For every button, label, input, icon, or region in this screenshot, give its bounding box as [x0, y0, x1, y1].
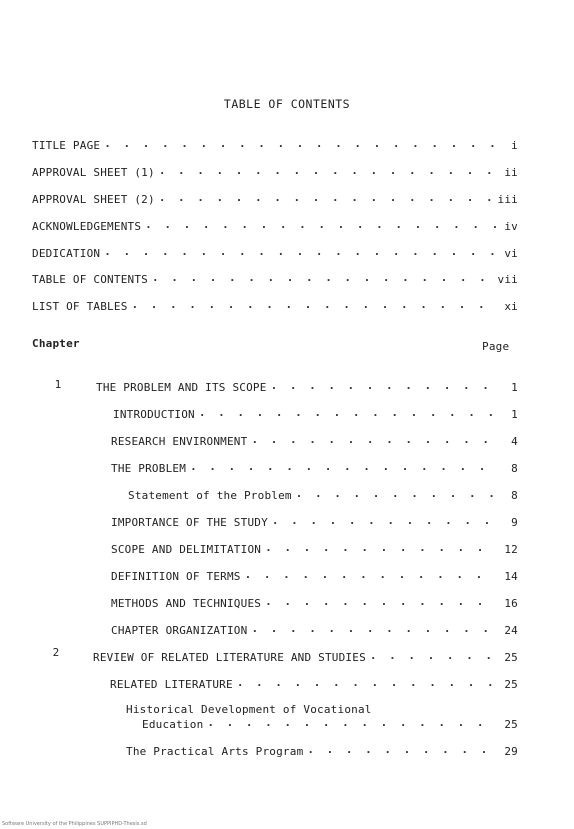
- toc-entry-label: APPROVAL SHEET (2): [32, 193, 155, 206]
- toc-subsection-historical-development[interactable]: [142, 715, 518, 731]
- dot-leader: [307, 742, 496, 758]
- toc-entry-label: THE PROBLEM: [111, 462, 187, 475]
- toc-entry-label: LIST OF TABLES: [32, 300, 128, 313]
- toc-entry-acknowledgements[interactable]: [32, 217, 518, 233]
- toc-entry-page: ii: [504, 166, 518, 179]
- toc-entry-label: SCOPE AND DELIMITATION: [111, 543, 262, 556]
- toc-entry-label: THE PROBLEM AND ITS SCOPE: [96, 381, 267, 394]
- dot-leader: [245, 567, 496, 583]
- toc-section-research-environment[interactable]: [111, 432, 518, 448]
- toc-entry-label: APPROVAL SHEET (1): [32, 166, 155, 179]
- toc-entry-page: vi: [504, 247, 518, 260]
- dot-leader: [251, 432, 496, 448]
- toc-entry-page: 8: [511, 489, 518, 502]
- toc-entry-page: 12: [504, 543, 518, 556]
- chapter-number: 1: [54, 378, 62, 391]
- dot-leader: [370, 648, 496, 664]
- dot-leader: [104, 244, 496, 260]
- toc-entry-label: REVIEW OF RELATED LITERATURE AND STUDIES: [93, 651, 366, 664]
- toc-entry-page: 25: [504, 678, 518, 691]
- toc-entry-page: iv: [504, 220, 518, 233]
- dot-leader: [199, 405, 496, 421]
- dot-leader: [152, 270, 494, 286]
- toc-entry-page: vii: [497, 273, 518, 286]
- toc-entry-label: METHODS AND TECHNIQUES: [111, 597, 262, 610]
- dot-leader: [271, 378, 496, 394]
- dot-leader: [159, 163, 496, 179]
- toc-section-related-literature[interactable]: [110, 675, 518, 691]
- toc-entry-label: INTRODUCTION: [113, 408, 195, 421]
- toc-entry-page: 8: [511, 462, 518, 475]
- chapter-column-header: Chapter: [32, 337, 80, 350]
- dot-leader: [159, 190, 494, 206]
- dot-leader: [190, 459, 496, 475]
- toc-subsection-historical-line1: Historical Development of Vocational: [126, 703, 372, 716]
- toc-chapter-1[interactable]: [96, 378, 518, 394]
- toc-entry-page: 14: [504, 570, 518, 583]
- toc-section-definition-of-terms[interactable]: [111, 567, 518, 583]
- toc-section-scope-and-delimitation[interactable]: [111, 540, 518, 556]
- dot-leader: [272, 513, 496, 529]
- toc-entry-page: 1: [511, 381, 518, 394]
- toc-title: TABLE OF CONTENTS: [223, 97, 351, 111]
- toc-entry-page: 16: [504, 597, 518, 610]
- toc-entry-label: CHAPTER ORGANIZATION: [111, 624, 248, 637]
- toc-entry-page: 9: [511, 516, 518, 529]
- dot-leader: [237, 675, 496, 691]
- toc-entry-page: 25: [504, 718, 518, 731]
- toc-entry-label: IMPORTANCE OF THE STUDY: [111, 516, 268, 529]
- toc-entry-label: Education: [142, 718, 204, 731]
- toc-entry-page: iii: [497, 193, 518, 206]
- toc-subsection-statement-of-the-problem[interactable]: [128, 486, 518, 502]
- toc-entry-page: 1: [511, 408, 518, 421]
- chapter-number: 2: [52, 646, 60, 659]
- toc-chapter-2[interactable]: [93, 648, 518, 664]
- dot-leader: [104, 136, 496, 152]
- toc-entry-page: 4: [511, 435, 518, 448]
- toc-section-the-problem[interactable]: [111, 459, 518, 475]
- toc-entry-table-of-contents[interactable]: [32, 270, 518, 286]
- toc-entry-approval-sheet-1[interactable]: [32, 163, 518, 179]
- toc-entry-title-page[interactable]: [32, 136, 518, 152]
- toc-entry-page: 29: [504, 745, 518, 758]
- toc-entry-label: RELATED LITERATURE: [110, 678, 233, 691]
- dot-leader: [251, 621, 496, 637]
- toc-entry-label: DEFINITION OF TERMS: [111, 570, 241, 583]
- toc-entry-page: xi: [504, 300, 518, 313]
- dot-leader: [265, 594, 496, 610]
- toc-entry-page: i: [511, 139, 518, 152]
- toc-entry-page: 25: [504, 651, 518, 664]
- toc-entry-label: ACKNOWLEDGEMENTS: [32, 220, 142, 233]
- dot-leader: [296, 486, 496, 502]
- dot-leader: [132, 297, 496, 313]
- toc-entry-label: DEDICATION: [32, 247, 101, 260]
- toc-entry-label: The Practical Arts Program: [126, 745, 304, 758]
- toc-entry-label: TABLE OF CONTENTS: [32, 273, 148, 286]
- toc-entry-label: Statement of the Problem: [128, 489, 292, 502]
- toc-entry-approval-sheet-2[interactable]: [32, 190, 518, 206]
- toc-section-importance-of-the-study[interactable]: [111, 513, 518, 529]
- toc-entry-page: 24: [504, 624, 518, 637]
- scan-footer: Software University of the Philippines SUPPIPHD-Thesis.sd: [2, 821, 147, 827]
- toc-entry-label: TITLE PAGE: [32, 139, 101, 152]
- dot-leader: [207, 715, 496, 731]
- toc-section-chapter-organization[interactable]: [111, 621, 518, 637]
- toc-section-methods-and-techniques[interactable]: [111, 594, 518, 610]
- page-column-header: Page: [482, 340, 510, 353]
- toc-entry-list-of-tables[interactable]: [32, 297, 518, 313]
- toc-section-introduction[interactable]: [113, 405, 518, 421]
- toc-subsection-practical-arts-program[interactable]: [126, 742, 518, 758]
- toc-entry-dedication[interactable]: [32, 244, 518, 260]
- dot-leader: [265, 540, 496, 556]
- dot-leader: [145, 217, 496, 233]
- toc-entry-label: RESEARCH ENVIRONMENT: [111, 435, 248, 448]
